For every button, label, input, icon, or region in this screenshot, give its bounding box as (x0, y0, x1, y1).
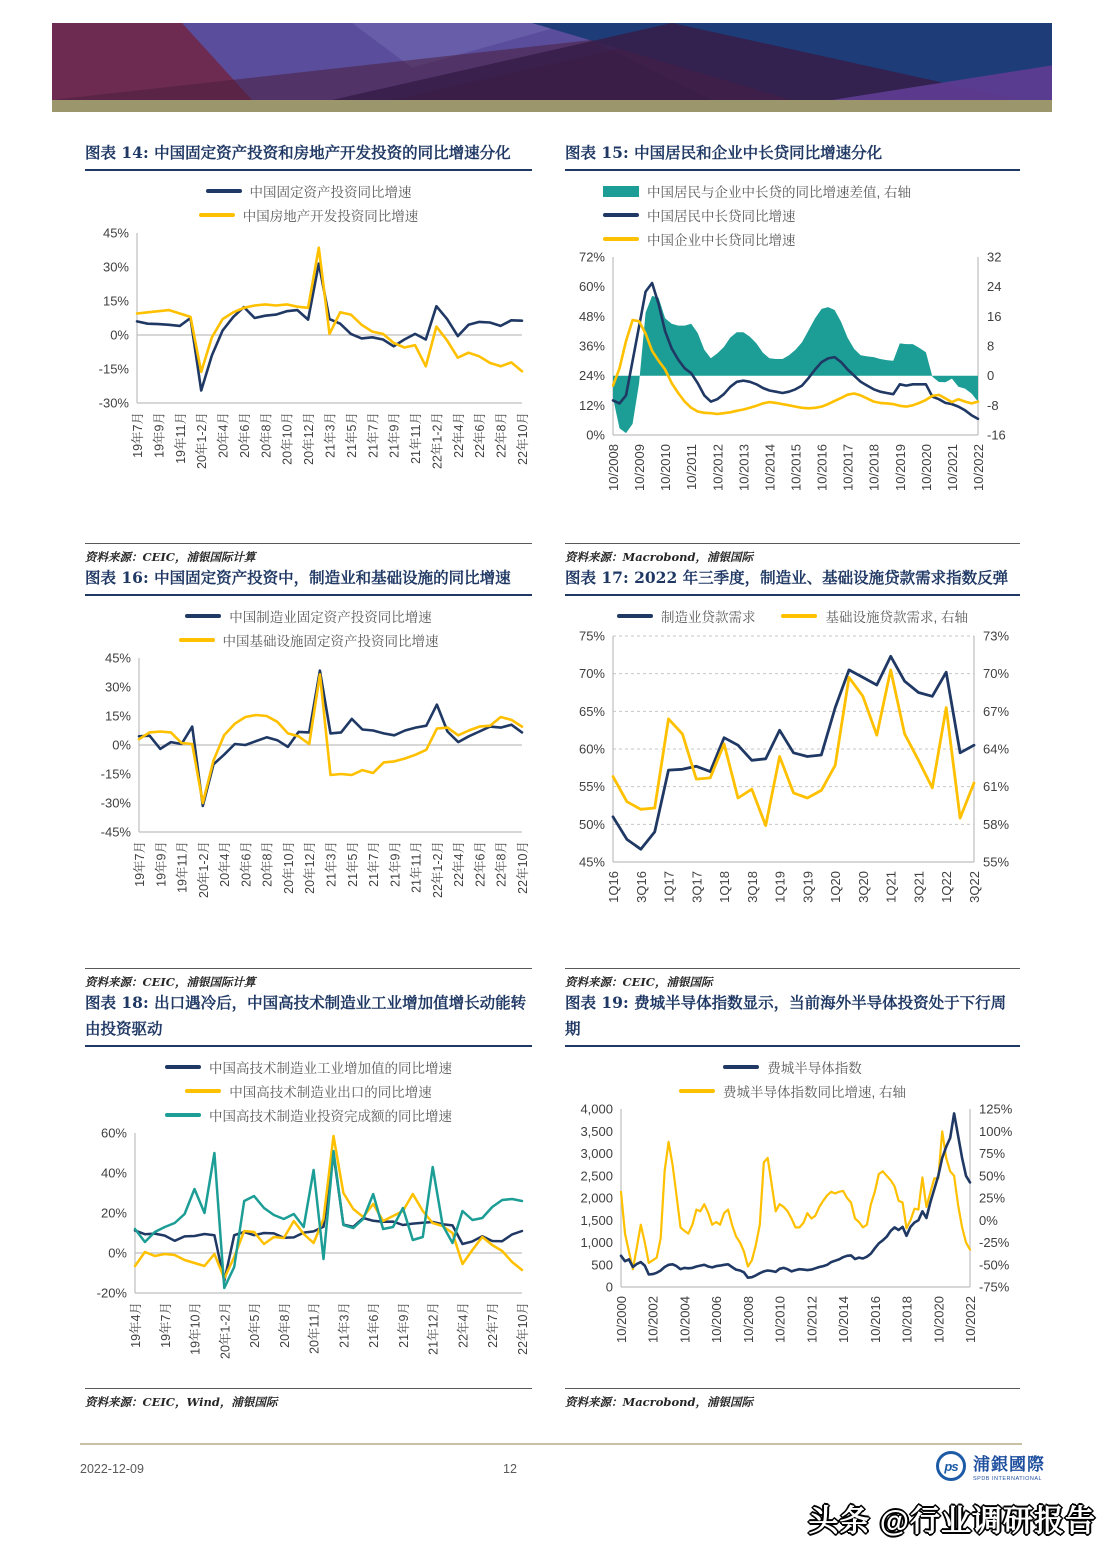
legend-item (165, 1105, 452, 1125)
svg-text:1,500: 1,500 (580, 1212, 613, 1228)
svg-text:21年3月: 21年3月 (324, 841, 339, 887)
svg-text:10/2000: 10/2000 (614, 1296, 629, 1343)
svg-text:4,000: 4,000 (580, 1103, 613, 1117)
svg-text:67%: 67% (983, 703, 1010, 719)
legend-swatch (165, 1113, 201, 1117)
legend-swatch (723, 1065, 759, 1069)
svg-text:20年8月: 20年8月 (277, 1302, 292, 1348)
legend-label: 中国制造业固定资产投资同比增速 (229, 610, 432, 625)
svg-text:19年9月: 19年9月 (152, 412, 167, 458)
figure-14 (85, 140, 532, 565)
svg-text:10/2020: 10/2020 (918, 444, 934, 491)
brand-name: 浦銀國際 (973, 1455, 1045, 1474)
svg-text:64%: 64% (983, 741, 1010, 757)
svg-text:30%: 30% (102, 259, 129, 275)
svg-text:1Q16: 1Q16 (606, 871, 621, 903)
svg-text:24: 24 (987, 279, 1002, 295)
fig19-svg (565, 1103, 1020, 1357)
legend-swatch (185, 614, 221, 618)
svg-text:65%: 65% (578, 703, 605, 719)
svg-text:10/2018: 10/2018 (866, 444, 882, 491)
svg-text:21年9月: 21年9月 (396, 1302, 411, 1348)
series-line (621, 1131, 970, 1269)
svg-text:21年11月: 21年11月 (409, 841, 424, 893)
svg-text:40%: 40% (100, 1165, 127, 1181)
fig18-svg (85, 1127, 532, 1379)
svg-text:21年7月: 21年7月 (367, 841, 382, 887)
footer-divider (80, 1443, 1022, 1445)
svg-text:24%: 24% (578, 368, 605, 384)
svg-text:75%: 75% (578, 628, 605, 644)
svg-text:25%: 25% (979, 1190, 1006, 1206)
svg-text:15%: 15% (102, 293, 129, 309)
svg-text:1Q21: 1Q21 (883, 871, 899, 903)
svg-text:2,500: 2,500 (580, 1168, 613, 1184)
legend-swatch (185, 1089, 221, 1093)
svg-text:-30%: -30% (100, 795, 131, 811)
svg-text:0%: 0% (586, 427, 605, 443)
svg-text:55%: 55% (578, 779, 605, 795)
svg-text:0%: 0% (110, 327, 129, 343)
figure-19-title: 图表 19: 费城半导体指数显示，当前海外半导体投资处于下行周期 (565, 990, 1020, 1047)
svg-text:21年9月: 21年9月 (387, 412, 402, 458)
figure-17-legend (565, 606, 1020, 626)
svg-text:60%: 60% (578, 741, 605, 757)
svg-text:45%: 45% (102, 227, 129, 241)
svg-text:22年8月: 22年8月 (494, 412, 509, 458)
svg-text:22年10月: 22年10月 (516, 841, 530, 894)
svg-text:10/2022: 10/2022 (963, 1296, 978, 1343)
figure-15-source: 资料来源：Macrobond，浦银国际 (565, 543, 1020, 565)
svg-text:10/2016: 10/2016 (867, 1296, 883, 1343)
svg-text:20年10月: 20年10月 (280, 412, 295, 465)
svg-text:0%: 0% (112, 737, 131, 753)
svg-text:10/2004: 10/2004 (677, 1296, 693, 1343)
svg-text:72%: 72% (578, 251, 605, 265)
svg-text:1Q19: 1Q19 (772, 871, 788, 903)
legend-swatch (679, 1089, 715, 1093)
svg-text:-20%: -20% (96, 1285, 127, 1301)
svg-text:32: 32 (987, 251, 1002, 265)
legend-label: 中国固定资产投资同比增速 (249, 185, 412, 200)
svg-text:60%: 60% (100, 1127, 127, 1141)
svg-text:20年4月: 20年4月 (216, 412, 231, 458)
svg-text:20年11月: 20年11月 (307, 1302, 322, 1354)
legend-label: 中国居民与企业中长贷的同比增速差值, 右轴 (647, 185, 912, 200)
svg-text:19年7月: 19年7月 (131, 412, 145, 458)
figure-15-title: 图表 15: 中国居民和企业中长贷同比增速分化 (565, 140, 1020, 171)
svg-text:10/2008: 10/2008 (740, 1296, 756, 1343)
spdb-logo-icon: ps (936, 1451, 966, 1481)
series-area (613, 296, 978, 433)
svg-text:19年7月: 19年7月 (133, 841, 147, 887)
legend-swatch (603, 213, 639, 217)
legend-item (185, 606, 432, 626)
svg-text:10/2015: 10/2015 (788, 444, 804, 491)
svg-text:-8: -8 (987, 397, 999, 413)
svg-text:19年9月: 19年9月 (154, 841, 169, 887)
brand-logo (936, 1450, 1045, 1482)
svg-text:20年1-2月: 20年1-2月 (195, 412, 210, 469)
svg-text:3Q17: 3Q17 (689, 871, 705, 903)
figure-15-chart (565, 251, 1020, 501)
svg-text:30%: 30% (104, 679, 131, 695)
svg-text:22年4月: 22年4月 (456, 1302, 471, 1348)
svg-text:8: 8 (987, 338, 995, 354)
legend-swatch (179, 638, 215, 642)
legend-label: 中国高技术制造业工业增加值的同比增速 (209, 1061, 452, 1076)
svg-text:10/2013: 10/2013 (736, 444, 752, 491)
svg-text:12%: 12% (578, 397, 605, 413)
svg-text:3Q21: 3Q21 (911, 871, 927, 903)
figure-19 (565, 990, 1020, 1410)
svg-text:36%: 36% (578, 338, 605, 354)
figure-19-chart (565, 1103, 1020, 1357)
svg-text:-50%: -50% (979, 1257, 1010, 1273)
legend-label: 费城半导体指数同比增速, 右轴 (722, 1085, 906, 1100)
svg-text:10/2009: 10/2009 (632, 444, 648, 491)
legend-item (199, 205, 419, 225)
legend-item (179, 630, 439, 650)
svg-text:21年5月: 21年5月 (344, 412, 359, 458)
svg-text:10/2010: 10/2010 (772, 1296, 788, 1343)
report-date: 2022-12-09 (80, 1462, 144, 1476)
fig15-svg (565, 251, 1020, 501)
fig14-svg (85, 227, 532, 489)
svg-text:10/2002: 10/2002 (645, 1296, 661, 1343)
figure-16-legend (85, 606, 532, 650)
svg-text:3Q19: 3Q19 (800, 871, 816, 903)
svg-text:10/2006: 10/2006 (709, 1296, 725, 1343)
svg-text:10/2011: 10/2011 (684, 444, 700, 491)
svg-text:-16: -16 (987, 427, 1006, 443)
svg-text:20年12月: 20年12月 (302, 412, 317, 465)
banner-khaki-strip (52, 100, 1052, 112)
svg-text:19年10月: 19年10月 (188, 1302, 203, 1355)
figure-19-source: 资料来源：Macrobond，浦银国际 (565, 1388, 1020, 1410)
figure-16 (85, 565, 532, 990)
svg-text:-45%: -45% (100, 824, 131, 840)
figure-18-chart (85, 1127, 532, 1379)
svg-text:10/2012: 10/2012 (710, 444, 726, 491)
svg-text:22年10月: 22年10月 (516, 1302, 530, 1355)
svg-text:48%: 48% (578, 308, 605, 324)
legend-label: 中国房地产开发投资同比增速 (242, 209, 419, 224)
legend-item (185, 1081, 432, 1101)
svg-text:55%: 55% (983, 854, 1010, 870)
svg-text:50%: 50% (979, 1168, 1006, 1184)
legend-item (617, 606, 756, 626)
figure-15-legend (565, 181, 1020, 249)
figure-18-title: 图表 18: 出口遇冷后，中国高技术制造业工业增加值增长动能转由投资驱动 (85, 990, 532, 1047)
svg-text:10/2008: 10/2008 (606, 444, 621, 491)
svg-text:21年3月: 21年3月 (323, 412, 338, 458)
svg-text:0: 0 (987, 368, 995, 384)
svg-text:75%: 75% (979, 1146, 1006, 1161)
svg-text:3Q20: 3Q20 (855, 871, 871, 903)
figure-16-chart (85, 652, 532, 920)
svg-text:19年4月: 19年4月 (129, 1302, 143, 1348)
figure-18-legend (85, 1057, 532, 1125)
svg-text:58%: 58% (983, 816, 1010, 832)
svg-text:20年12月: 20年12月 (303, 841, 318, 894)
svg-text:3Q18: 3Q18 (744, 871, 760, 903)
svg-text:73%: 73% (983, 628, 1010, 644)
legend-label: 中国高技术制造业出口的同比增速 (229, 1085, 432, 1100)
svg-text:-15%: -15% (98, 361, 129, 377)
legend-swatch (781, 614, 817, 618)
fig17-svg (565, 628, 1020, 916)
svg-text:1Q20: 1Q20 (828, 871, 844, 903)
legend-label: 中国高技术制造业投资完成额的同比增速 (209, 1109, 452, 1124)
series-line (621, 1113, 970, 1277)
svg-text:50%: 50% (578, 816, 605, 832)
svg-text:20年8月: 20年8月 (259, 412, 274, 458)
svg-text:19年7月: 19年7月 (158, 1302, 173, 1348)
figure-17-chart (565, 628, 1020, 916)
watermark-text: 头条 @行业调研报告 (808, 1505, 1096, 1538)
legend-item (603, 181, 911, 201)
svg-text:21年3月: 21年3月 (337, 1302, 352, 1348)
svg-text:20年4月: 20年4月 (218, 841, 233, 887)
svg-text:70%: 70% (983, 666, 1010, 682)
figure-16-source: 资料来源：CEIC，浦银国际计算 (85, 968, 532, 990)
svg-text:1Q17: 1Q17 (661, 871, 677, 903)
svg-text:22年8月: 22年8月 (494, 841, 509, 887)
svg-text:-15%: -15% (100, 766, 131, 782)
svg-text:61%: 61% (983, 779, 1010, 795)
svg-text:19年11月: 19年11月 (173, 412, 188, 464)
svg-text:15%: 15% (104, 708, 131, 724)
series-line (139, 671, 522, 806)
legend-item (679, 1081, 906, 1101)
svg-text:10/2022: 10/2022 (971, 444, 986, 491)
legend-item (781, 606, 968, 626)
svg-text:3,000: 3,000 (580, 1146, 613, 1161)
brand-subtitle: SPDB INTERNATIONAL (973, 1476, 1043, 1482)
figure-18 (85, 990, 532, 1410)
svg-text:0%: 0% (979, 1212, 998, 1228)
svg-text:20年1-2月: 20年1-2月 (196, 841, 211, 898)
figure-17-source: 资料来源：CEIC，浦银国际 (565, 968, 1020, 990)
svg-text:22年4月: 22年4月 (451, 412, 466, 458)
series-line (613, 656, 974, 849)
svg-text:3Q16: 3Q16 (633, 871, 649, 903)
svg-text:1Q18: 1Q18 (717, 871, 733, 903)
legend-swatch (603, 186, 639, 197)
svg-text:10/2019: 10/2019 (892, 444, 908, 491)
svg-text:1Q22: 1Q22 (939, 871, 955, 903)
legend-label: 费城半导体指数 (767, 1061, 862, 1076)
svg-text:1,000: 1,000 (580, 1235, 613, 1250)
legend-swatch (199, 213, 235, 217)
figure-17-title: 图表 17: 2022 年三季度，制造业、基础设施贷款需求指数反弹 (565, 565, 1020, 596)
svg-text:20年6月: 20年6月 (237, 412, 252, 458)
legend-label: 中国居民中长贷同比增速 (647, 209, 796, 224)
legend-swatch (206, 189, 242, 193)
svg-text:70%: 70% (578, 666, 605, 682)
svg-text:21年6月: 21年6月 (367, 1302, 382, 1348)
svg-text:10/2010: 10/2010 (658, 444, 674, 491)
svg-text:21年5月: 21年5月 (345, 841, 360, 887)
svg-text:10/2014: 10/2014 (836, 1296, 852, 1343)
svg-text:10/2016: 10/2016 (814, 444, 830, 491)
figures-grid (85, 140, 1020, 1410)
legend-label: 基础设施贷款需求, 右轴 (825, 610, 968, 625)
svg-text:-25%: -25% (979, 1235, 1010, 1250)
svg-text:10/2020: 10/2020 (931, 1296, 947, 1343)
svg-text:20年10月: 20年10月 (281, 841, 296, 894)
legend-item (723, 1057, 862, 1077)
svg-text:22年1-2月: 22年1-2月 (430, 841, 445, 898)
svg-text:22年1-2月: 22年1-2月 (430, 412, 445, 469)
svg-text:10/2017: 10/2017 (840, 444, 856, 491)
legend-item (206, 181, 412, 201)
svg-text:2,000: 2,000 (580, 1190, 613, 1206)
svg-text:10/2021: 10/2021 (944, 444, 960, 491)
svg-text:20年8月: 20年8月 (260, 841, 275, 887)
legend-item (165, 1057, 452, 1077)
svg-text:22年4月: 22年4月 (452, 841, 467, 887)
svg-text:22年6月: 22年6月 (473, 841, 488, 887)
svg-text:21年11月: 21年11月 (409, 412, 424, 464)
svg-text:21年12月: 21年12月 (426, 1302, 441, 1355)
svg-text:0: 0 (605, 1279, 613, 1295)
svg-text:20年5月: 20年5月 (248, 1302, 263, 1348)
figure-16-title: 图表 16: 中国固定资产投资中，制造业和基础设施的同比增速 (85, 565, 532, 596)
svg-text:-30%: -30% (98, 395, 129, 411)
legend-swatch (603, 237, 639, 241)
svg-text:100%: 100% (979, 1123, 1013, 1139)
figure-14-chart (85, 227, 532, 489)
svg-text:20年6月: 20年6月 (239, 841, 254, 887)
svg-text:3Q22: 3Q22 (967, 871, 982, 903)
svg-text:22年6月: 22年6月 (473, 412, 488, 458)
legend-label: 制造业贷款需求 (660, 610, 756, 625)
svg-text:45%: 45% (578, 854, 605, 870)
svg-text:20%: 20% (100, 1205, 127, 1221)
svg-text:21年7月: 21年7月 (366, 412, 381, 458)
figure-19-legend (565, 1057, 1020, 1101)
svg-text:10/2012: 10/2012 (804, 1296, 820, 1343)
legend-item (603, 229, 796, 249)
svg-text:21年9月: 21年9月 (388, 841, 403, 887)
svg-text:60%: 60% (578, 279, 605, 295)
svg-text:45%: 45% (104, 652, 131, 666)
svg-text:125%: 125% (979, 1103, 1013, 1117)
svg-text:10/2018: 10/2018 (899, 1296, 915, 1343)
legend-swatch (617, 614, 653, 618)
svg-text:19年11月: 19年11月 (175, 841, 190, 893)
figure-18-source: 资料来源：CEIC，Wind，浦银国际 (85, 1388, 532, 1410)
legend-label: 中国基础设施固定资产投资同比增速 (222, 634, 439, 649)
figure-14-source: 资料来源：CEIC，浦银国际计算 (85, 543, 532, 565)
figure-17 (565, 565, 1020, 990)
figure-14-legend (85, 181, 532, 225)
legend-swatch (165, 1065, 201, 1069)
header-banner-graphic (52, 23, 1052, 100)
svg-text:3,500: 3,500 (580, 1123, 613, 1139)
svg-text:20年1-2月: 20年1-2月 (218, 1302, 233, 1359)
svg-text:-75%: -75% (979, 1279, 1010, 1295)
legend-label: 中国企业中长贷同比增速 (647, 233, 796, 248)
figure-15 (565, 140, 1020, 565)
figure-14-title: 图表 14: 中国固定资产投资和房地产开发投资的同比增速分化 (85, 140, 532, 171)
svg-text:22年10月: 22年10月 (516, 412, 530, 465)
legend-item (603, 205, 796, 225)
svg-text:0%: 0% (108, 1245, 127, 1261)
page-number: 12 (503, 1462, 517, 1476)
fig16-svg (85, 652, 532, 920)
svg-text:500: 500 (591, 1257, 613, 1273)
svg-text:22年7月: 22年7月 (486, 1302, 501, 1348)
svg-text:10/2014: 10/2014 (762, 444, 778, 491)
svg-text:16: 16 (987, 308, 1002, 324)
